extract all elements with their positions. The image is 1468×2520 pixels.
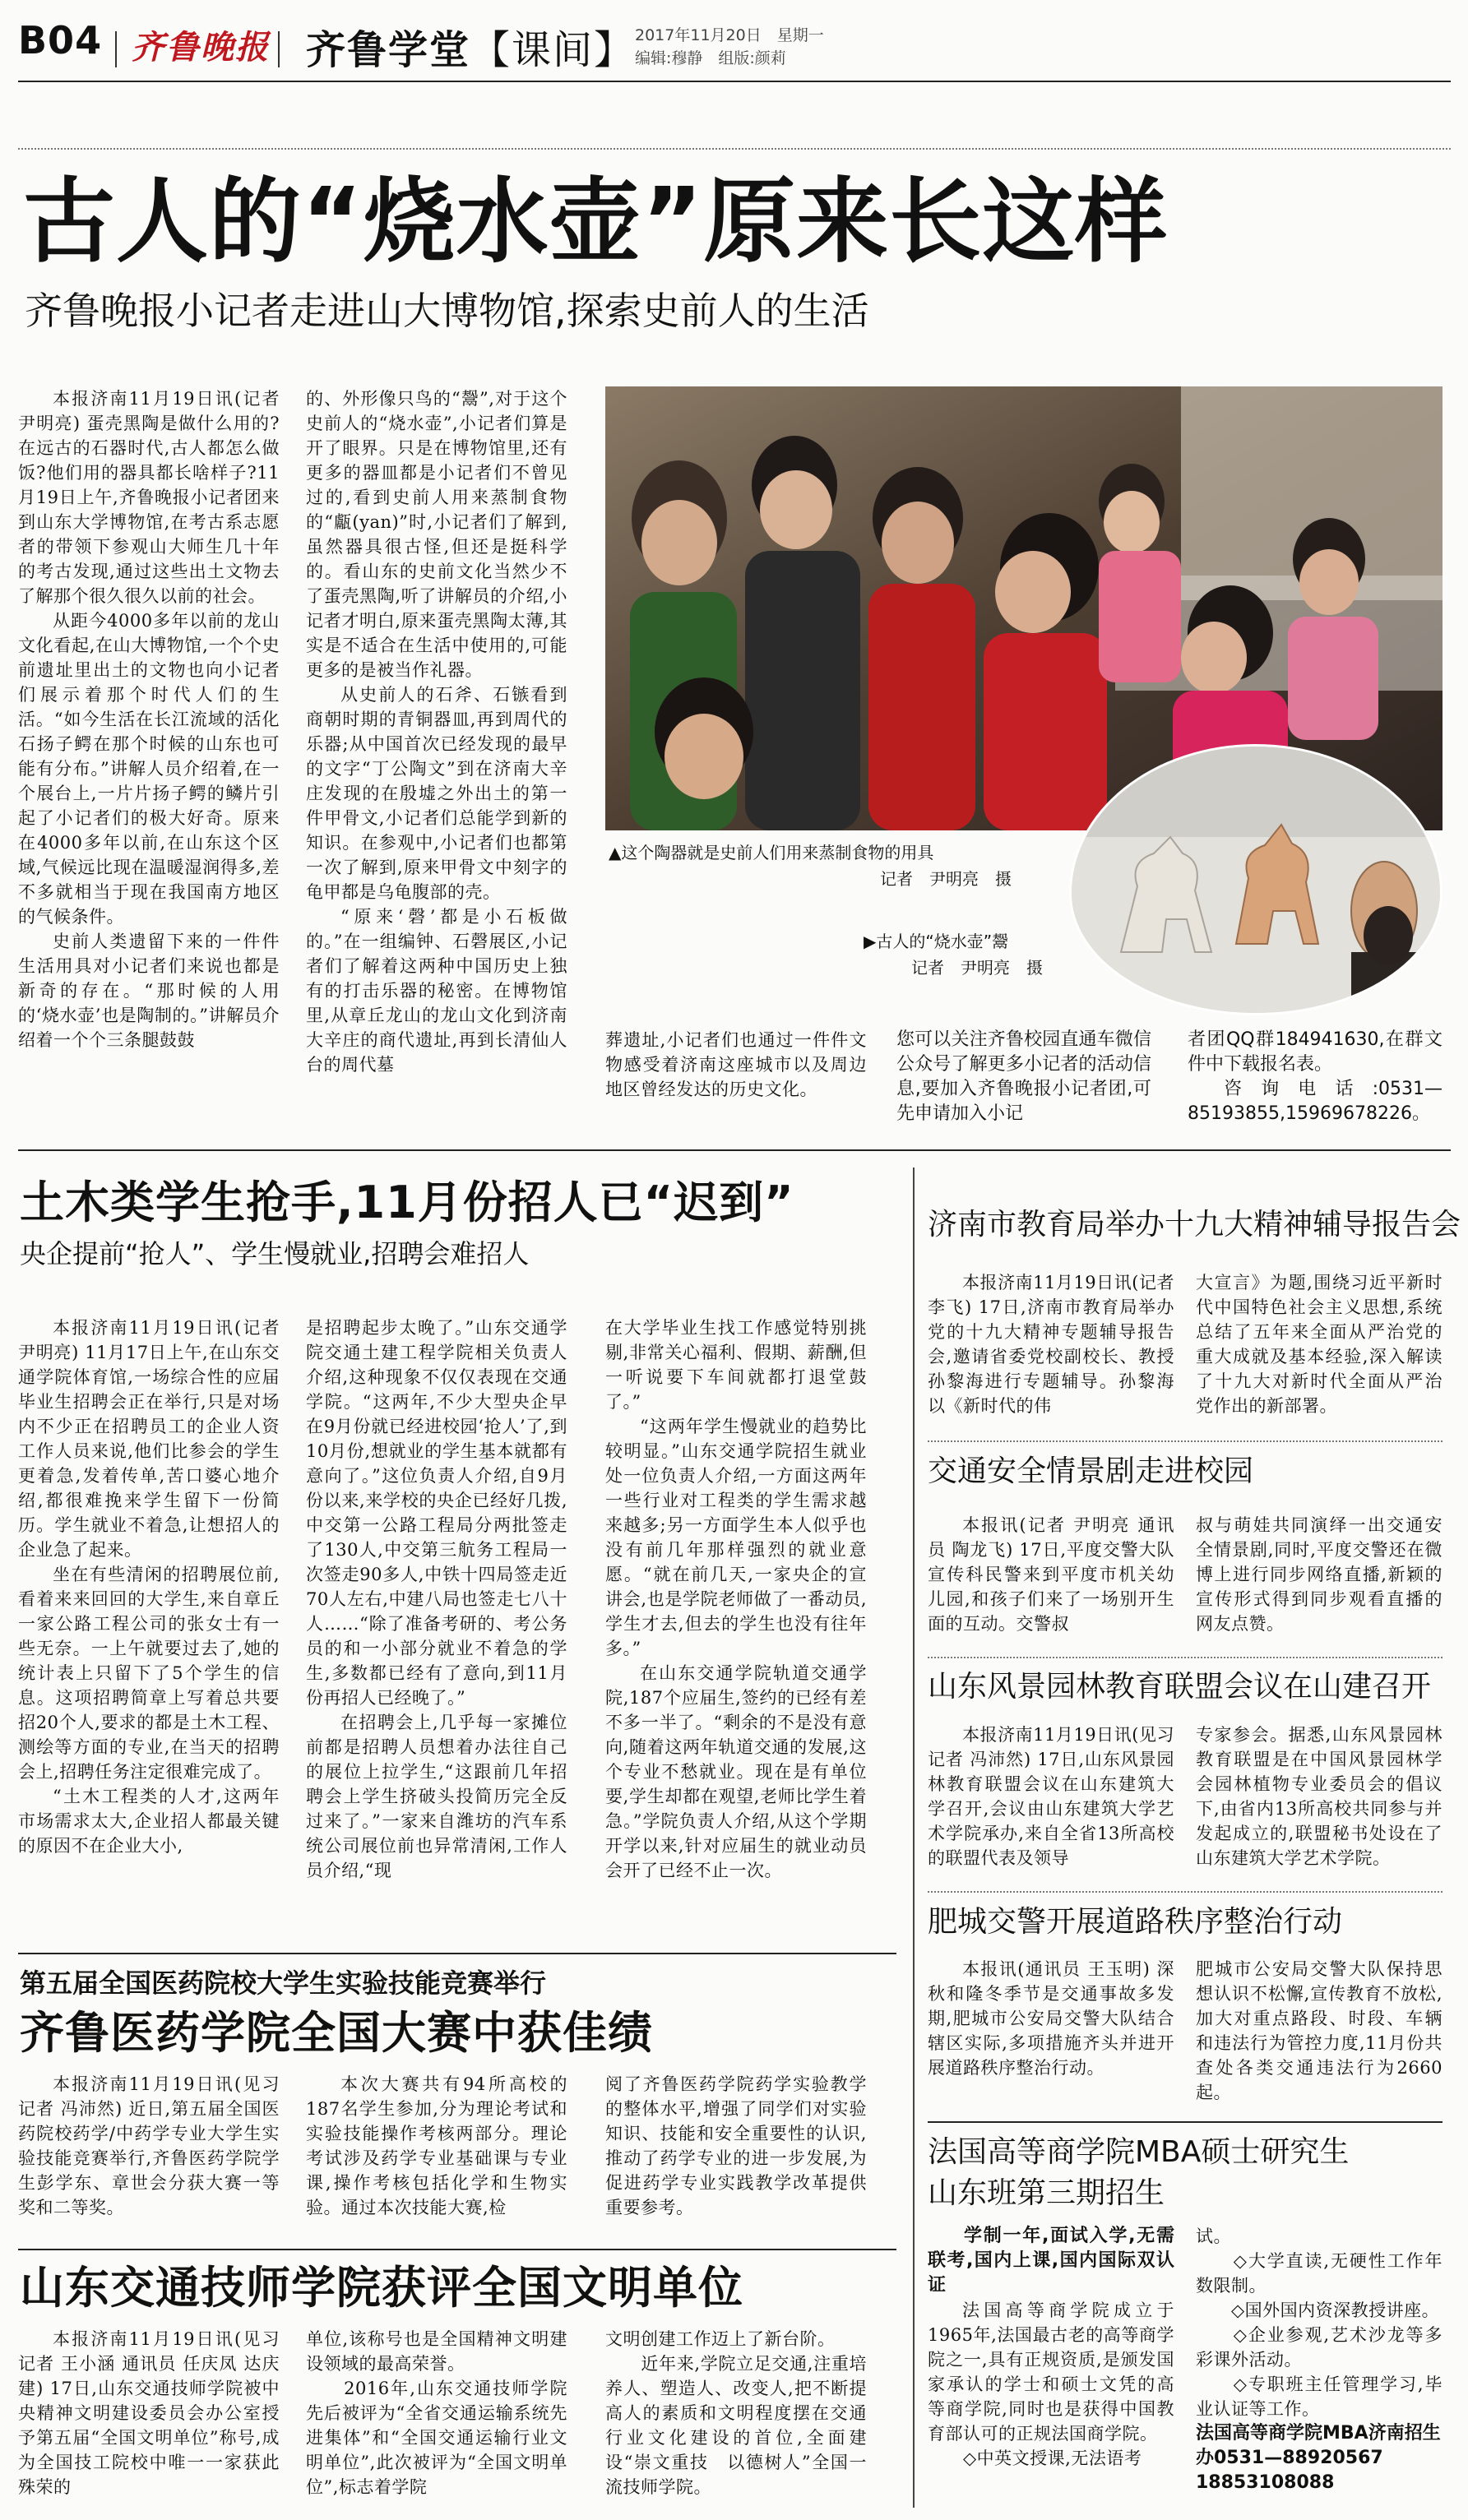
side3-column-2 [1196,1722,1443,1895]
article4-column-1 [18,2327,280,2508]
side2-column-2 [1196,1513,1443,1661]
masthead-rule [18,81,1451,82]
side1-paragraph: 大宣言》为题,围绕习近平新时代中国特色社会主义思想,系统总结了五年来全面从严治党的重大成就及基本经验,深入解读了十九大对新时代全面从严治党作出的新部署。 [1196,1273,1443,1416]
article3-column-2 [306,2072,567,2245]
photo-credit-1: 记者 尹明亮 摄 [880,869,1012,889]
masthead-divider-2 [278,31,280,67]
notice-qq-text: 者团QQ群184941630,在群文件中下载报名表。 [1188,1029,1443,1075]
notice-box-a: 您可以关注齐鲁校园直通车微信公众号了解更多小记者的活动信息,要加入齐鲁晚报小记者团,可先申请加入小记 [896,1029,1151,1124]
article2-paragraph: 在大学毕业生找工作感觉特别挑剔,非常关心福利、假期、薪酬,但一听说要下车间就都打退堂鼓了。” [605,1318,867,1412]
side4-title: 肥城交警开展道路秩序整治行动 [928,1905,1343,1939]
side3-title: 山东风景园林教育联盟会议在山建召开 [928,1670,1432,1704]
article3-title: 齐鲁医药学院全国大赛中获佳绩 [20,2007,653,2059]
lead-title: 古人的“烧水壶”原来长这样 [23,169,1169,275]
side4-column-2 [1196,1957,1443,2121]
side5-title-line2: 山东班第三期招生 [928,2176,1165,2210]
side4-column-1 [928,1957,1174,2121]
lead-paragraph: 史前人类遗留下来的一件件生活用具对小记者们来说也都是新奇的存在。“那时候的人用的‘烧水壶’也是陶制的。”讲解员介绍着一个个三条腿鼓鼓 [18,932,280,1050]
article4-paragraph: 本报济南11月19日讯(见习记者 王小涵 通讯员 任庆凤 达庆建) 17日,山东交通技师学院被中央精神文明建设委员会办公室授予第五届“全国文明单位”称号,成为全国技工院校中唯一一家获此殊荣的 [18,2329,280,2497]
article2-column-2 [306,1315,567,1916]
sidebar-divider [913,1168,915,2508]
article4-column-2 [306,2327,567,2508]
article3-column-1 [18,2072,280,2245]
side3-paragraph: 专家参会。据悉,山东风景园林教育联盟是在中国风景园林学会园林植物专业委员会的倡议下,由省内13所高校共同参与并发起成立的,联盟秘书处设在了山东建筑大学艺术学院。 [1196,1725,1443,1868]
side1-column-1 [928,1270,1174,1443]
side-separator-2 [928,1657,1443,1658]
side4-paragraph: 肥城市公安局交警大队保持思想认识不松懈,宣传教育不放松,加大对重点路段、时段、车辆和违法行为管控力度,11月份共查处各类交通违法行为2660起。 [1196,1959,1443,2102]
lead-paragraph: 本报济南11月19日讯(记者 尹明亮) 蛋壳黑陶是做什么用的?在远古的石器时代,古人都怎么做饭?他们用的器具都长啥样子?11月19日上午,齐鲁晚报小记者团来到山东大学博物馆,在考古系志愿者的带领下参观山大师生几十年的考古发现,通过这些出土文物去了解那个很久很久以前的社会。 [18,389,280,606]
side5-contact: 法国高等商学院MBA济南招生办0531—88920567 18853108088 [1196,2423,1441,2493]
side-separator-4 [928,2121,1443,2123]
side3-paragraph: 本报济南11月19日讯(见习记者 冯沛然) 17日,山东风景园林教育联盟会议在山东建筑大学召开,会议由山东建筑大学艺术学院承办,来自全省13所高校的联盟代表及领导 [928,1725,1174,1868]
lead-column-2 [306,386,567,1126]
photo-caption-2: ▶古人的“烧水壶”鬶 [864,932,1009,951]
newspaper-logo: 齐鲁晚报 [132,28,270,67]
article3-paragraph: 阅了齐鲁医药学院药学实验教学的整体水平,增强了同学们对实验知识、技能和安全重要性的认识,推动了药学专业的进一步发展,为促进药学专业实践教学改革提供重要参考。 [605,2074,867,2217]
lead-paragraph: 的、外形像只鸟的“鬶”,对于这个史前人的“烧水壶”,小记者们算是开了眼界。只是在博物馆里,还有更多的器皿都是小记者们不曾见过的,看到史前人用来蒸制食物的“甗(yan)”时,小记者们了解到,虽然器具很古怪,但还是挺科学的。看山东的史前文化当然少不了蛋壳黑陶,听了讲解员的介绍,小记者才明白,原来蛋壳黑陶太薄,其实是不适合在生活中使用的,可能更多的是被当作礼器。 [306,389,567,680]
article2-paragraph: 坐在有些清闲的招聘展位前,看着来来回回的大学生,来自章丘一家公路工程公司的张女士有一些无奈。一上午就要过去了,她的统计表上只留下了5个学生的信息。这项招聘简章上写着总共要招20个人,要求的都是土木工程、测绘等方面的专业,在当天的招聘会上,招聘任务注定很难完成了。 [18,1565,280,1782]
side5-column-1 [928,2224,1174,2508]
page-number: B04 [18,18,103,62]
article2-title: 土木类学生抢手,11月份招人已“迟到” [20,1177,794,1228]
side5-column-2 [1196,2224,1443,2508]
subsection-label: 【课间】 [470,27,636,73]
photo-caption-1: ▲这个陶器就是史前人们用来蒸制食物的用具 [609,843,934,862]
lead-subtitle: 齐鲁晚报小记者走进山大博物馆,探索史前人的生活 [25,289,869,333]
article2-paragraph: 本报济南11月19日讯(记者 尹明亮) 11月17日上午,在山东交通学院体育馆,一场综合性的应届毕业生招聘会正在举行,只是对场内不少正在招聘员工的企业人资工作人员来说,他们比参会的学生更着急,发着传单,苦口婆心地介绍,都很难挽来学生留下一份简历。学生就业不着急,让想招人的企业急了起来。 [18,1318,280,1560]
article3-kicker: 第五届全国医药院校大学生实验技能竞赛举行 [20,1967,547,1999]
issue-date: 2017年11月20日 星期一 [635,26,824,44]
side1-title: 济南市教育局举办十九大精神辅导报告会 [928,1208,1461,1242]
pottery-vessels-illustration [1072,747,1443,1015]
article2-column-3 [605,1315,867,1916]
article2-paragraph: “土木工程类的人才,这两年市场需求太大,企业招人都最关键的原因不在企业大小, [18,1787,280,1856]
side1-column-2 [1196,1270,1443,1443]
article4-column-3 [605,2327,867,2508]
masthead-divider [115,31,117,67]
side2-title: 交通安全情景剧走进校园 [928,1454,1254,1488]
side2-column-1 [928,1513,1174,1661]
photo-credit-2: 记者 尹明亮 摄 [911,958,1043,978]
article2-paragraph: 是招聘起步太晚了。”山东交通学院交通土建工程学院相关负责人介绍,这种现象不仅仅表现在交通学院。“这两年,不少大型央企早在9月份就已经进校园‘抢人’了,到10月份,想就业的学生基本就都有意向了。”这位负责人介绍,自9月份以来,来学校的央企已经好几拨,中交第一公路工程局分两批签走了130人,中交第三航务工程局一次签走90多人,中铁十四局签走近70人左右,中建八局也签走七八十人……“除了准备考研的、考公务员的和一小部分就业不着急的学生,多数都已经有了意向,到11月份再招人已经晚了。” [306,1318,567,1708]
section-name [306,18,635,75]
lead-bottom-rule [18,1149,1451,1151]
lead-paragraph: 从距今4000多年以前的龙山文化看起,在山大博物馆,一个个史前遗址里出土的文物也向小记者们展示着那个时代人们的生活。“如今生活在长江流域的活化石扬子鳄在那个时候的山东也可能有分布。”讲解人员介绍着,在一个展台上,一片片扬子鳄的鳞片引起了小记者们的极大好奇。原来在4000多年以前,在山东这个区域,气候远比现在温暖湿润得多,差不多就相当于现在我国南方地区的气候条件。 [18,611,280,927]
article3-paragraph: 本报济南11月19日讯(见习记者 冯沛然) 近日,第五届全国医药院校药学/中药学专业大学生实验技能竞赛举行,齐鲁医药学院学生彭学东、章世会分获大赛一等奖和二等奖。 [18,2074,280,2217]
lead-paragraph: 从史前人的石斧、石镞看到商朝时期的青铜器皿,再到周代的乐器;从中国首次已经发现的最早的文字“丁公陶文”到在济南大辛庄发现的在殷墟之外出土的第一件甲骨文,小记者们总能学到新的知识。在参观中,小记者们也都第一次了解到,原来甲骨文中刻字的龟甲都是乌龟腹部的壳。 [306,685,567,902]
lead-column-3 [605,1028,867,1126]
side5-paragraph: 试。 ◇大学直读,无硬性工作年数限制。 ◇国外国内资深教授讲座。 ◇企业参观,艺术沙龙等多彩课外活动。 ◇专职班主任管理学习,毕业认证等工作。 [1196,2226,1443,2419]
article3-column-3 [605,2072,867,2245]
article2-subtitle: 央企提前“抢人”、学生慢就业,招聘会难招人 [20,1238,530,1269]
side3-column-1 [928,1722,1174,1895]
article4-paragraph: 单位,该称号也是全国精神文明建设领域的最高荣誉。 2016年,山东交通技师学院先后被评为“全省交通运输系统先进集体”和“全国交通运输行业文明单位”,此次被评为“全国文明单位”,标志着学院 [306,2329,567,2497]
side4-paragraph: 本报讯(通讯员 王玉明) 深秋和隆冬季节是交通事故多发期,肥城市公安局交警大队结合辖区实际,多项措施齐头并进开展道路秩序整治行动。 [928,1959,1174,2078]
lead-paragraph: 葬遗址,小记者们也通过一件件文物感受着济南这座城市以及周边地区曾经发达的历史文化。 [605,1030,867,1099]
article3-bottom-rule [18,2249,896,2250]
article2-bottom-rule [18,1953,896,1954]
side2-paragraph: 叔与萌娃共同演绎一出交通安全情景剧,同时,平度交警还在微博上进行同步网络直播,新颖的宣传形式得到同步观看直播的网友点赞。 [1196,1515,1443,1634]
side-separator-3 [928,1891,1443,1893]
article3-paragraph: 本次大赛共有94所高校的187名学生参加,分为理论考试和实验技能操作考核两部分。理论考试涉及药学专业基础课与专业课,操作考核包括化学和生物实验。通过本次技能大赛,检 [306,2074,567,2217]
side-separator-1 [928,1440,1443,1442]
notice-phone-text: 咨询电话:0531—85193855,15969678226。 [1188,1079,1443,1124]
editors: 编辑:穆静 组版:颜莉 [635,49,786,67]
article2-paragraph: 在招聘会上,几乎每一家摊位前都是招聘人员想着办法往自己的展位上拉学生,“这跟前几年招聘会上学生挤破头投简历完全反过来了。”一家来自潍坊的汽车系统公司展位前也异常清闲,工作人员介绍,“现 [306,1713,567,1880]
masthead-rule-dotted [18,148,1451,150]
side1-paragraph: 本报济南11月19日讯(记者 李飞) 17日,济南市教育局举办党的十九大精神专题辅导报告会,邀请省委党校副校长、教授孙黎海进行专题辅导。孙黎海以《新时代的伟 [928,1273,1174,1416]
article4-paragraph: 文明创建工作迈上了新台阶。 近年来,学院立足交通,注重培养人、塑造人、改变人,把不断提高人的素质和文明程度摆在交通行业文化建设的首位,全面建设“崇文重技 以德树人”全国一流技师学院。 [605,2329,867,2497]
article2-column-1 [18,1315,280,1916]
article2-paragraph: 在山东交通学院轨道交通学院,187个应届生,签约的已经有差不多一半了。“剩余的不是没有意向,随着这两年轨道交通的发展,这个专业不愁就业。现在是有单位要,学生却都在观望,老师比学生着急。”学院负责人介绍,从这个学期开学以来,针对应届生的就业动员会开了已经不止一次。 [605,1663,867,1880]
notice-box-b [1188,1028,1443,1126]
side5-paragraph: 法国高等商学院成立于1965年,法国最古老的高等商学院之一,具有正规资质,是颁发国家承认的学士和硕士文凭的高等商学院,同时也是获得中国教育部认可的正规法国商学院。 ◇中英文授课,无法语考 [928,2300,1174,2468]
section-label: 齐鲁学堂 [306,27,471,73]
article2-paragraph: “这两年学生慢就业的趋势比较明显。”山东交通学院招生就业处一位负责人介绍,一方面这两年一些行业对工程类的学生需求越来越多;另一方面学生本人似乎也没有前几年那样强烈的就业意愿。“就在前几天,一家央企的宣讲会,也是学院老师做了一番动员,学生才去,但去的学生也没有往年多。” [605,1417,867,1658]
article4-title: 山东交通技师学院获评全国文明单位 [20,2262,743,2314]
lead-paragraph: “原来‘磬’都是小石板做的。”在一组编钟、石磬展区,小记者们了解着这两种中国历史上独有的打击乐器的秘密。在博物馆里,从章丘龙山的龙山文化到济南大辛庄的商代遗址,再到长清仙人台的周代墓 [306,907,567,1075]
side2-paragraph: 本报讯(记者 尹明亮 通讯员 陶龙飞) 17日,平度交警大队宣传科民警来到平度市机关幼儿园,和孩子们来了一场别开生面的互动。交警叔 [928,1515,1174,1634]
lead-column-1 [18,386,280,1126]
side5-highlight: 学制一年,面试入学,无需联考,国内上课,国内国际双认证 [928,2226,1174,2296]
side5-title-line1: 法国高等商学院MBA硕士研究生 [928,2135,1350,2169]
